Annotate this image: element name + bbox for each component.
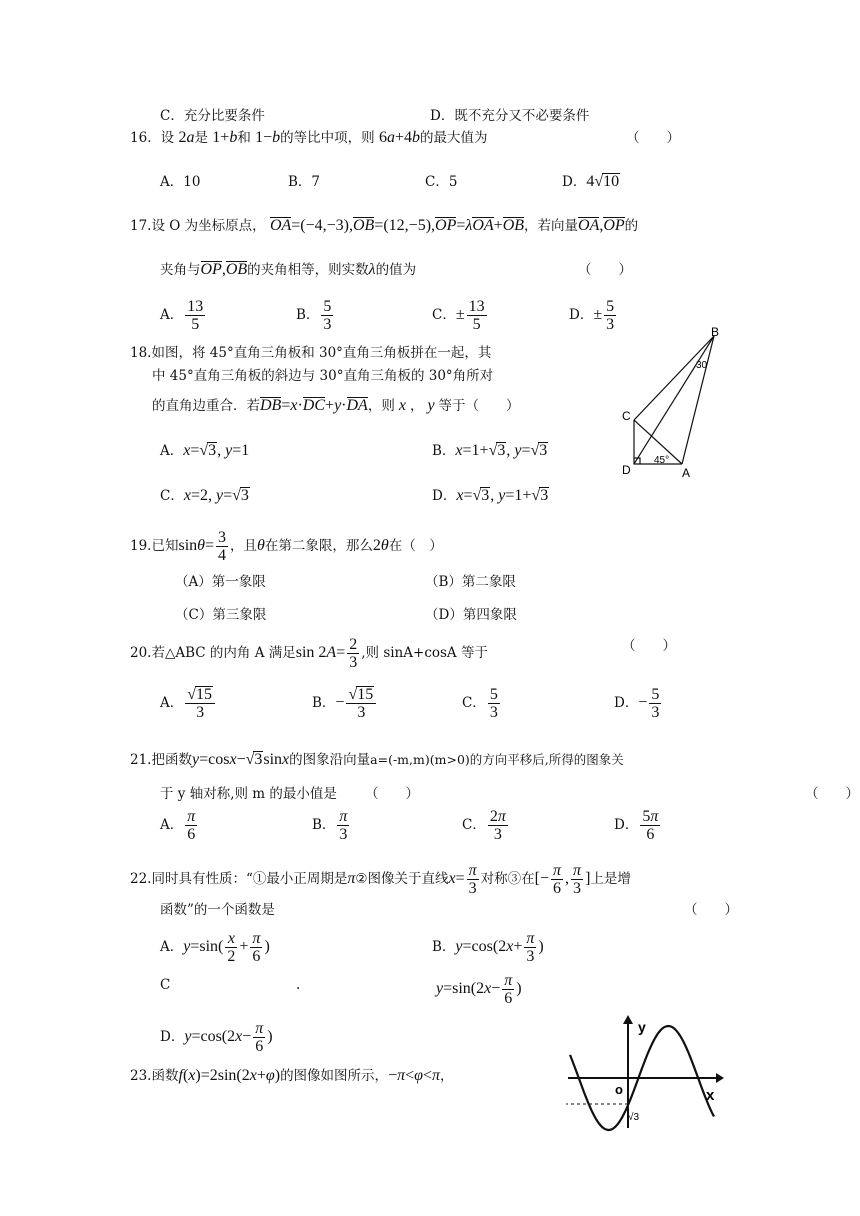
q17-option-a: A． $\frac{13}{5}$	[160, 298, 204, 333]
x-axis-label: x	[706, 1087, 715, 1104]
q15-option-c: C．充分比要条件	[160, 108, 265, 124]
q20-option-a: A． $\frac{√15}{3}$	[160, 686, 217, 721]
q20-option-b: B．− $\frac{√15}{3}$	[312, 686, 378, 721]
q22-option-b: B．y=cos(2x+ $\frac{\pi}{3}$ )	[432, 930, 544, 965]
q16-option-a: A．10	[160, 174, 201, 190]
y-axis-arrow-icon	[623, 1015, 633, 1024]
q18-option-a: A．x=√3, y=1	[160, 442, 250, 459]
q23-sine-graph	[566, 1012, 726, 1132]
q18-label-d: D	[622, 463, 631, 477]
q20-stem: 20.若△ABC 的内角 A 满足sin 2A= $\frac{2}{3}$ ,则 sinA+cosA 等于	[130, 636, 488, 671]
q22-answer-bracket: （ ）	[684, 902, 738, 918]
q22-option-c-dot: .	[296, 977, 301, 993]
q17-answer-bracket: （ ）	[578, 262, 632, 278]
q17-option-c: C．± $\frac{13}{5}$	[432, 298, 485, 333]
q19-option-d: （D）第四象限	[425, 607, 517, 623]
q16-answer-bracket: （ ）	[626, 130, 680, 146]
origin-label: o	[615, 1082, 623, 1097]
q19-stem: 19.已知sinθ= $\frac{3}{4}$ ，且θ在第二象限，那么2θ在（ ）	[130, 529, 443, 564]
q21-stem: 21.把函数y=cosx−√3sinx的图象沿向量a=(-m,m)(m>0)的方向平移后,所得的图象关	[130, 751, 624, 768]
q22-stem: 22.同时具有性质：“①最小正周期是π②图像关于直线x= $\frac{\pi}{3}$ 对称③在[− $\frac{\pi}{6}$ , $\frac{\pi}{3}$ ]上是增	[130, 862, 631, 897]
q18-option-b: B．x=1+√3, y=√3	[432, 442, 548, 459]
q21-answer-bracket: （ ）	[365, 786, 419, 802]
q16-option-b: B．7	[288, 174, 321, 190]
q18-label-b: B	[711, 325, 720, 339]
q18-stem-line2: 中 45°直角三角板的斜边与 30°直角三角板的 30°角所对	[152, 368, 494, 384]
q21-option-b: B． $\frac{\pi}{3}$	[312, 808, 348, 843]
q20-option-d: D．− $\frac{5}{3}$	[614, 686, 660, 721]
q18-stem-line3: 的直角边重合．若DB=x·DC+y·DA，则 x ， y 等于（ ）	[152, 397, 520, 414]
q16-stem: 16．设 2a是 1+b和 1−b的等比中项，则 6a+4b的最大值为	[130, 129, 488, 146]
q19-option-b: （B）第二象限	[425, 574, 516, 590]
q18-option-c: C．x=2, y=√3	[160, 487, 249, 504]
q22-option-d: D．y=cos(2x− $\frac{\pi}{6}$ )	[160, 1020, 273, 1055]
q18-angle-45: 45°	[654, 455, 670, 466]
q17-option-b: B． $\frac{5}{3}$	[296, 298, 332, 333]
q21-option-a: A． $\frac{\pi}{6}$	[160, 808, 196, 843]
q19-option-c: （C）第三象限	[175, 607, 267, 623]
x-axis-arrow-icon	[716, 1073, 724, 1083]
q22-option-c: y=sin(2x− $\frac{\pi}{6}$ )	[436, 972, 522, 1007]
q18-label-a: A	[682, 466, 691, 480]
q21-stem-line2: 于 y 轴对称,则 m 的最小值是	[160, 786, 337, 802]
q22-stem-line2: 函数”的一个函数是	[160, 902, 275, 918]
q16-option-d: D．4√10	[562, 173, 620, 190]
q22-option-c-label: C	[160, 977, 171, 993]
sqrt3-label: √3	[628, 1112, 640, 1123]
q21-answer-bracket-right: （ ）	[805, 786, 859, 802]
y-axis-label: y	[638, 1019, 646, 1035]
q15-option-d: D．既不充分又不必要条件	[430, 108, 590, 124]
q17-option-d: D．± $\frac{5}{3}$	[569, 298, 615, 333]
q20-answer-bracket: （ ）	[622, 638, 676, 654]
q18-option-d: D．x=√3, y=1+√3	[432, 487, 549, 504]
q19-option-a: （A）第一象限	[175, 574, 266, 590]
q17-stem-line2: 夹角与OP,OB的夹角相等，则实数λ的值为	[160, 261, 417, 278]
q18-triangle-figure	[614, 322, 734, 484]
q18-angle-30: 30	[696, 360, 708, 371]
q21-option-d: D． $\frac{5\pi}{6}$	[614, 808, 659, 843]
q20-option-c: C． $\frac{5}{3}$	[462, 686, 498, 721]
q16-option-c: C．5	[425, 174, 458, 190]
q17-stem: 17.设 O 为坐标原点， OA=(−4,−3),OB=(12,−5),OP=λOA+OB，若向量OA,OP的	[130, 217, 639, 234]
q22-option-a: A．y=sin( $\frac{x}{2}$ + $\frac{\pi}{6}$ )	[160, 930, 270, 965]
q18-stem-line1: 18.如图，将 45°直角三角板和 30°直角三角板拼在一起，其	[130, 345, 492, 361]
q21-option-c: C． $\frac{2\pi}{3}$	[462, 808, 506, 843]
q23-stem: 23.函数f(x)=2sin(2x+φ)的图像如图所示，−π<φ<π，	[130, 1067, 454, 1084]
q18-label-c: C	[622, 409, 631, 423]
